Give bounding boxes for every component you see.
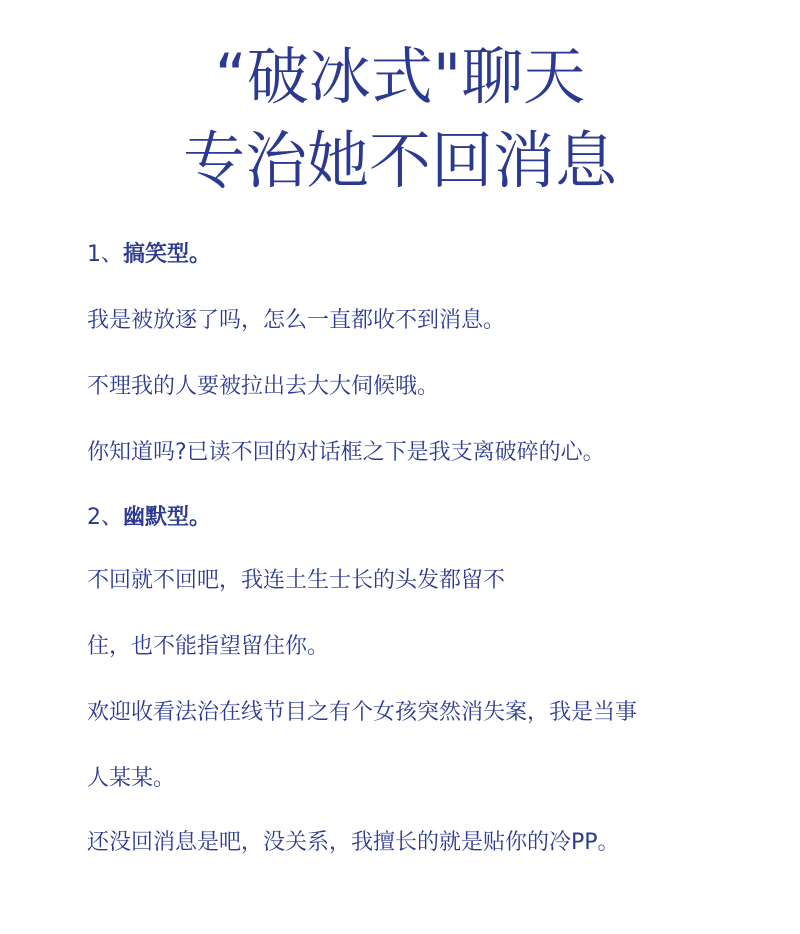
page-title-line-2: 专治她不回消息 [182, 124, 617, 197]
paragraph-line: 人某某。 [87, 766, 176, 791]
page-title-line-1: “破冰式"聊天 [214, 40, 586, 113]
section-label: 幽默型。 [123, 505, 212, 530]
paragraph-line: 我是被放逐了吗，怎么一直都收不到消息。 [87, 308, 506, 333]
section-heading [87, 241, 211, 269]
section-heading [87, 504, 211, 532]
section-number: 1、 [87, 242, 123, 267]
paragraph-line: 住，也不能指望留住你。 [87, 634, 330, 659]
paragraph-line: 不理我的人要被拉出去大大伺候哦。 [87, 374, 440, 399]
paragraph-line: 欢迎收看法治在线节目之有个女孩突然消失案，我是当事 [87, 700, 638, 725]
section-label: 搞笑型。 [123, 242, 212, 267]
section-number: 2、 [87, 505, 123, 530]
paragraph-line: 还没回消息是吧，没关系，我擅长的就是贴你的冷PP。 [87, 830, 620, 855]
paragraph-line: 你知道吗?已读不回的对话框之下是我支离破碎的心。 [87, 440, 605, 465]
paragraph-line: 不回就不回吧，我连土生士长的头发都留不 [87, 568, 506, 593]
